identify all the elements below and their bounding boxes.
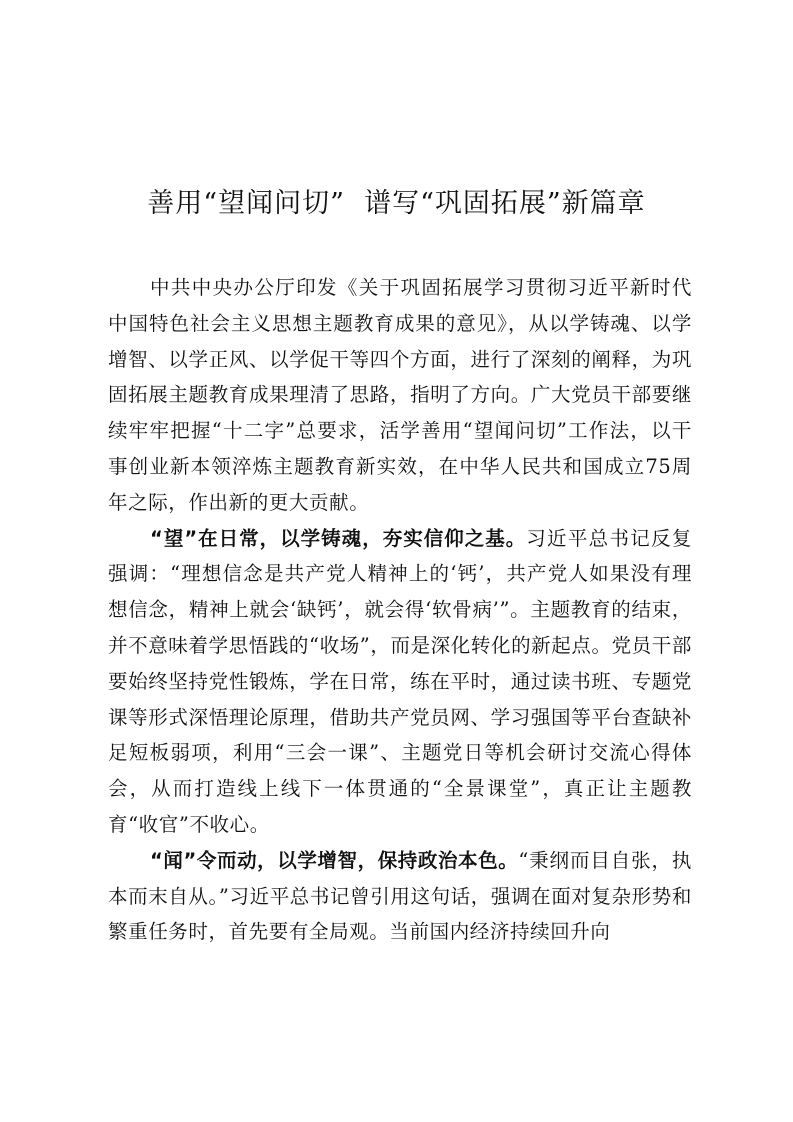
page-title: 善用“望闻问切” 谱写“巩固拓展”新篇章 bbox=[147, 188, 646, 219]
paragraph-wen bbox=[108, 843, 692, 950]
paragraph-intro bbox=[108, 270, 692, 521]
paragraph-text: “秉纲而目自张，执本而末自从。”习近平总书记曾引用这句话，强调在面对复杂形势和繁重任务时，首先要有全局观。当前国内经济持续回升向 bbox=[108, 848, 692, 944]
paragraph-lead: “闻”令而动，以学增智，保持政治本色。 bbox=[150, 848, 519, 872]
paragraph-text: 中共中央办公厅印发《关于巩固拓展学习贯彻习近平新时代中国特色社会主义思想主题教育成果的意见》，从以学铸魂、以学增智、以学正风、以学促干等四个方面，进行了深刻的阐释，为巩固拓展主题教育成果理清了思路，指明了方向。广大党员干部要继续牢牢把握“十二字”总要求，活学善用“望闻问切”工作法，以干事创业新本领淬炼主题教育新实效，在中华人民共和国成立75周年之际，作出新的更大贡献。 bbox=[108, 276, 692, 514]
document-body bbox=[108, 270, 692, 950]
paragraph-wang bbox=[108, 521, 692, 843]
paragraph-lead: “望”在日常，以学铸魂，夯实信仰之基。 bbox=[150, 526, 527, 550]
paragraph-text: 习近平总书记反复强调：“理想信念是共产党人精神上的‘钙’，共产党人如果没有理想信念，精神上就会‘缺钙’，就会得‘软骨病’”。主题教育的结束，并不意味着学思悟践的“收场”，而是深化转化的新起点。党员干部要始终坚持党性锻炼，学在日常，练在平时，通过读书班、专题党课等形式深悟理论原理，借助共产党员网、学习强国等平台查缺补足短板弱项，利用“三会一课”、主题党日等机会研讨交流心得体会，从而打造线上线下一体贯通的“全景课堂”，真正让主题教育“收官”不收心。 bbox=[108, 526, 692, 836]
